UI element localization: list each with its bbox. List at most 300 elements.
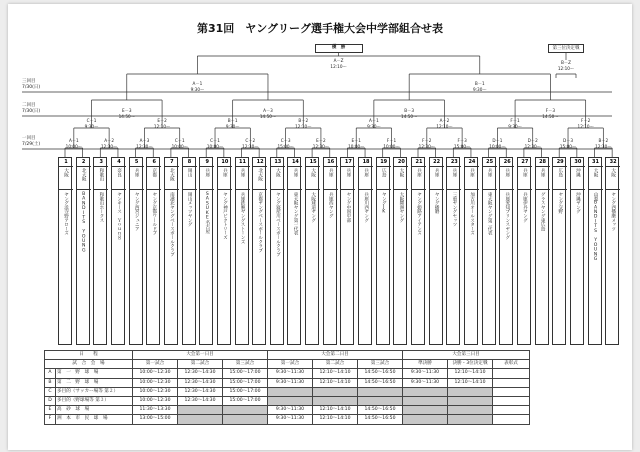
round2-match [361, 118, 387, 129]
team-name: 東大阪ヤング第一代表 [293, 192, 299, 236]
team-name: 兵庫西ヤング [328, 192, 334, 218]
team-divider [218, 189, 232, 190]
time-cell [223, 406, 268, 415]
match-time: 9:30～ [508, 123, 522, 129]
team-name: 兵庫伊丹ヤング [522, 192, 528, 223]
team-name: ヤング京都ワールドブ [151, 192, 157, 236]
time-cell: 9:30～11:30 [268, 406, 313, 415]
team-name: ヤンキース Ｙｏｕｎｇ [116, 192, 122, 240]
team-prefecture: 兵庫 [204, 168, 210, 177]
match-id: B－Z [561, 60, 571, 65]
slot-header: 表彰式 [493, 360, 530, 369]
team-number: 3 [94, 158, 108, 167]
team-divider [483, 189, 497, 190]
match-time: 12:10～ [295, 123, 312, 129]
round-date: 7/29(土) [22, 142, 41, 147]
team-prefecture: 兵庫 [540, 168, 546, 177]
team-divider [77, 189, 91, 190]
team-number: 12 [253, 158, 267, 167]
match-time: 12:10～ [436, 123, 453, 129]
final-match [326, 58, 352, 69]
team-cell [429, 157, 443, 345]
match-id: D－1 [492, 138, 503, 143]
time-cell: 9:30～11:30 [268, 378, 313, 387]
team-prefecture: 広島 [381, 168, 387, 177]
match-id: F－1 [510, 118, 520, 123]
quarterfinal-match [396, 108, 422, 119]
team-number: 17 [341, 158, 355, 167]
time-cell [403, 415, 448, 424]
team-name: ヤング播磨 [434, 192, 440, 214]
time-cell [493, 406, 530, 415]
team-cell [199, 157, 213, 345]
team-prefecture: 兵庫 [522, 168, 528, 177]
time-cell [448, 396, 493, 405]
match-time: 14:50～ [259, 113, 277, 119]
team-name: ヤング神戸ビクトリーズ [222, 192, 228, 240]
team-cell [358, 157, 372, 345]
time-cell [313, 396, 358, 405]
match-time: 9:30～ [225, 123, 240, 129]
team-cell [287, 157, 301, 345]
schedule-row [45, 406, 530, 415]
time-cell: 10:00～12:30 [133, 369, 178, 378]
time-cell: 14:50～16:50 [358, 406, 403, 415]
schedule-row [45, 387, 530, 396]
team-cell [552, 157, 566, 345]
match-id: E－2 [157, 118, 167, 123]
team-name: ヤング中国中部 [345, 192, 351, 223]
team-cell [464, 157, 478, 345]
time-cell [178, 406, 223, 415]
team-divider [377, 189, 391, 190]
quarterfinal-match [537, 108, 563, 119]
schedule-header-row [45, 351, 530, 360]
time-cell: 15:00～17:00 [223, 387, 268, 396]
team-prefecture: 北大阪 [169, 168, 175, 181]
team-number: 29 [553, 158, 567, 167]
match-time: 12:30～ [418, 143, 435, 149]
team-prefecture: 大阪 [63, 168, 69, 177]
team-cell [270, 157, 284, 345]
match-time: 12:10～ [153, 123, 171, 129]
team-cell [111, 157, 125, 345]
team-divider [589, 189, 603, 190]
schedule-row [45, 415, 530, 424]
team-number: 15 [306, 158, 320, 167]
match-time: 14:50～ [118, 113, 135, 119]
team-cell [535, 157, 549, 345]
venue-name: 高 砂 球 場 [56, 406, 133, 415]
team-divider [359, 189, 373, 190]
match-time: 12:10～ [557, 65, 575, 71]
match-time: 10:00～ [383, 143, 400, 149]
team-number: 1 [59, 158, 73, 167]
semifinal-match [467, 81, 493, 92]
time-cell: 9:30～11:30 [403, 369, 448, 378]
team-prefecture: 兵庫 [293, 168, 299, 177]
match-time: 15:00～ [559, 143, 577, 149]
team-divider [112, 189, 126, 190]
team-prefecture: 兵庫 [469, 168, 475, 177]
match-id: A－2 [104, 138, 114, 143]
slot-header: 第三試合 [223, 360, 268, 369]
round1-match [237, 138, 263, 149]
team-cell [340, 157, 354, 345]
team-name: 京都ヤングベースボールクラブ [257, 192, 263, 253]
team-prefecture: 兵庫 [345, 168, 351, 177]
team-prefecture: 広島 [557, 168, 563, 177]
match-time: 15:00～ [453, 143, 471, 149]
match-time: 15:00～ [277, 143, 294, 149]
team-divider [430, 189, 444, 190]
match-time: 12:10～ [330, 63, 347, 69]
match-time: 12:30～ [312, 143, 330, 149]
team-number: 10 [218, 158, 232, 167]
match-id: B－2 [298, 118, 309, 123]
team-cell [129, 157, 143, 345]
team-divider [200, 189, 214, 190]
schedule-row [45, 396, 530, 405]
time-cell [358, 396, 403, 405]
time-cell: 12:10～14:10 [313, 406, 358, 415]
time-cell: 12:10～14:10 [448, 369, 493, 378]
time-cell: 9:30～11:30 [403, 378, 448, 387]
team-name: SASUKE名古屋 [204, 192, 210, 234]
team-prefecture: 兵庫 [363, 168, 369, 177]
match-time: 12:30～ [136, 143, 153, 149]
day-header: 大会第二日目 [268, 351, 403, 360]
round1-match [379, 138, 405, 149]
time-cell [493, 369, 530, 378]
team-number: 19 [377, 158, 391, 167]
round1-match [131, 138, 157, 149]
team-name: 岡山メッツヤング [187, 192, 193, 227]
day-header: 大会第三日目 [403, 351, 530, 360]
team-prefecture: 大阪 [275, 168, 281, 177]
team-divider [253, 189, 267, 190]
schedule-row [45, 369, 530, 378]
team-number: 14 [288, 158, 302, 167]
match-time: 12:30～ [595, 143, 612, 149]
team-name: BANDITS YOUNG [81, 192, 87, 254]
round1-match [449, 138, 475, 149]
team-number: 2 [77, 158, 91, 167]
round-name: 二回目 [22, 103, 36, 108]
team-cell [376, 157, 390, 345]
time-cell [493, 378, 530, 387]
venue-name: 第 一 野 球 場 [56, 369, 133, 378]
match-id: F－1 [386, 138, 397, 143]
team-prefecture: 兵庫 [504, 168, 510, 177]
team-divider [324, 189, 338, 190]
team-divider [571, 189, 585, 190]
match-time: 9:30～ [190, 86, 205, 92]
time-cell: 12:30～14:30 [178, 378, 223, 387]
match-time: 9:30～ [367, 123, 381, 129]
match-id: E－2 [316, 138, 326, 143]
match-id: A－3 [139, 138, 150, 143]
team-cell [605, 157, 619, 345]
team-divider [465, 189, 479, 190]
time-cell [448, 406, 493, 415]
match-id: A－1 [369, 118, 379, 123]
team-number: 30 [571, 158, 585, 167]
round1-match [414, 138, 440, 149]
round-name: 一回目 [22, 136, 36, 141]
team-number: 31 [589, 158, 603, 167]
team-number: 4 [112, 158, 126, 167]
match-id: B－3 [404, 108, 415, 113]
round1-match [167, 138, 193, 149]
slot-header: 第一試合 [268, 360, 313, 369]
team-cell [411, 157, 425, 345]
team-divider [447, 189, 461, 190]
team-prefecture: 大阪 [310, 168, 316, 177]
team-number: 5 [130, 158, 144, 167]
team-cell [446, 157, 460, 345]
match-time: 9:30～ [84, 123, 99, 129]
team-name: グラスヤング東広島 [540, 192, 546, 231]
time-cell: 10:00～12:30 [133, 387, 178, 396]
team-number: 18 [359, 158, 373, 167]
time-cell: 15:00～17:00 [223, 396, 268, 405]
team-prefecture: 大阪 [610, 168, 616, 177]
team-number: 20 [394, 158, 408, 167]
team-number: 11 [236, 158, 250, 167]
team-prefecture: 兵庫 [451, 168, 457, 177]
round2-match [290, 118, 316, 129]
round1-match [343, 138, 369, 149]
team-name: 沖縄ヤング [575, 192, 581, 214]
team-name: 和歌山ホークス [98, 192, 104, 223]
match-id: D－3 [562, 138, 574, 143]
team-divider [271, 189, 285, 190]
time-cell: 10:00～12:30 [133, 378, 178, 387]
time-cell: 12:10～14:10 [313, 415, 358, 424]
team-name: ヤング西宮ジュニア [134, 192, 140, 231]
quarterfinal-match [255, 108, 281, 119]
schedule-row [45, 378, 530, 387]
team-divider [553, 189, 567, 190]
team-cell [323, 157, 337, 345]
time-cell: 9:30～11:30 [268, 369, 313, 378]
match-time: 14:50～ [542, 113, 559, 119]
time-cell: 13:00～15:00 [133, 415, 178, 424]
team-number: 26 [500, 158, 514, 167]
time-cell: 15:00～17:00 [223, 369, 268, 378]
team-name: 兵庫鉄腕ヤングストーンズ [240, 192, 246, 244]
time-cell: 9:30～11:30 [268, 415, 313, 424]
time-cell [403, 406, 448, 415]
time-cell: 12:10～14:10 [313, 378, 358, 387]
round1-match [555, 138, 581, 149]
day-header: 大会第一日目 [133, 351, 268, 360]
team-divider [412, 189, 426, 190]
team-cell [305, 157, 319, 345]
team-prefecture: 兵庫 [240, 168, 246, 177]
team-cell [146, 157, 160, 345]
team-name: ヤング西播磨メッツ [610, 192, 616, 231]
team-number: 9 [200, 158, 214, 167]
team-name: ヤング交野 [557, 192, 563, 214]
team-cell [570, 157, 584, 345]
team-name: 東大阪ヤング第二代表 [487, 192, 493, 236]
match-id: E－1 [351, 138, 361, 143]
venue-code: E [45, 406, 56, 415]
team-divider [94, 189, 108, 190]
team-prefecture: 兵庫 [416, 168, 422, 177]
team-name: 大阪舞洲ヤング [398, 192, 404, 223]
team-prefecture: 兵庫 [328, 168, 334, 177]
team-cell [482, 157, 496, 345]
slot-header: 第二試合 [313, 360, 358, 369]
time-cell: 12:30～14:30 [178, 369, 223, 378]
team-divider [394, 189, 408, 190]
team-prefecture: 和歌山 [98, 168, 104, 181]
round1-match [202, 138, 228, 149]
team-number: 6 [147, 158, 161, 167]
team-number: 13 [271, 158, 285, 167]
match-time: 9:30～ [472, 86, 487, 92]
third-place-label: 第三位決定戦 [552, 45, 580, 51]
match-time: 10:00～ [206, 143, 224, 149]
venue-name: 第 二 野 球 場 [56, 378, 133, 387]
round1-match [520, 138, 546, 149]
venue-code: C [45, 387, 56, 396]
match-id: B－1 [227, 118, 238, 123]
team-name: ヤングJK [381, 192, 387, 215]
time-cell: 14:50～16:50 [358, 415, 403, 424]
team-prefecture: 岡山 [187, 168, 193, 177]
team-number: 32 [606, 158, 620, 167]
match-id: F－2 [422, 138, 432, 143]
team-name: 南港北ヤングベースボールクラブ [169, 192, 175, 257]
round2-match [502, 118, 528, 129]
team-number: 23 [447, 158, 461, 167]
quarterfinal-match [114, 108, 140, 119]
team-prefecture: 兵庫 [222, 168, 228, 177]
team-number: 27 [518, 158, 532, 167]
team-cell [393, 157, 407, 345]
match-id: E－3 [122, 108, 132, 113]
time-cell [403, 396, 448, 405]
third-place-match [553, 60, 579, 71]
team-prefecture: 奈良 [116, 168, 122, 177]
venue-name: 多目的（サッカー場等 第２） [56, 387, 133, 396]
final-label: 優 勝 [331, 45, 346, 50]
team-name: ヤング姫路アイアンズ [416, 192, 422, 236]
team-cell [93, 157, 107, 345]
time-cell [448, 387, 493, 396]
team-name: 兵庫愛知プリンスヤング [504, 192, 510, 240]
team-divider [165, 189, 179, 190]
round-date: 7/30(日) [22, 109, 41, 114]
time-cell [448, 415, 493, 424]
semifinal-match [184, 81, 210, 92]
team-name: ヤング寝屋川ベースボールクラブ [275, 192, 281, 257]
match-time: 14:50～ [401, 113, 418, 119]
team-prefecture: 北大阪 [81, 168, 87, 181]
team-prefecture: 大阪 [593, 168, 599, 177]
slot-header: 準決勝 [403, 360, 448, 369]
team-name: 三重ヤングセッツ [451, 192, 457, 227]
time-cell [223, 415, 268, 424]
time-cell [493, 415, 530, 424]
team-prefecture: 兵庫 [487, 168, 493, 177]
venue-header: 試 合 会 場 [45, 360, 133, 369]
team-cell [235, 157, 249, 345]
team-number: 28 [536, 158, 550, 167]
date-header: 日 程 [45, 351, 133, 360]
team-prefecture: 大阪 [398, 168, 404, 177]
team-number: 21 [412, 158, 426, 167]
match-id: B－2 [598, 138, 609, 143]
team-cell [517, 157, 531, 345]
time-cell [358, 387, 403, 396]
time-cell: 12:30～14:30 [178, 396, 223, 405]
team-name: 加古川オールスターズ [469, 192, 475, 236]
match-id: C－2 [245, 138, 256, 143]
team-divider [236, 189, 250, 190]
team-cell [76, 157, 90, 345]
round2-match [78, 118, 104, 129]
time-cell: 12:30～14:30 [178, 387, 223, 396]
round1-match [273, 138, 299, 149]
match-id: A－1 [192, 81, 203, 86]
time-cell [313, 387, 358, 396]
match-id: C－1 [210, 138, 220, 143]
time-cell [268, 396, 313, 405]
match-id: D－2 [527, 138, 538, 143]
schedule-table [44, 350, 530, 425]
match-id: B－1 [474, 81, 485, 86]
match-time: 12:30～ [524, 143, 541, 149]
team-name: 兵庫川西ヤング [363, 192, 369, 223]
time-cell: 15:00～17:00 [223, 378, 268, 387]
round2-match [220, 118, 246, 129]
team-divider [606, 189, 620, 190]
team-divider [130, 189, 144, 190]
round1-match [484, 138, 510, 149]
team-number: 22 [430, 158, 444, 167]
match-id: A－2 [439, 118, 450, 123]
match-id: C－1 [86, 118, 97, 123]
match-time: 12:30～ [242, 143, 259, 149]
time-cell: 14:50～16:50 [358, 378, 403, 387]
match-id: A－Z [333, 58, 344, 63]
time-cell [268, 387, 313, 396]
team-divider [288, 189, 302, 190]
team-number: 24 [465, 158, 479, 167]
venue-code: F [45, 415, 56, 424]
time-cell: 14:50～16:50 [358, 369, 403, 378]
team-number: 8 [183, 158, 197, 167]
team-cell [588, 157, 602, 345]
team-cell [182, 157, 196, 345]
team-cell [252, 157, 266, 345]
time-cell: 10:00～12:30 [133, 396, 178, 405]
round1-match [590, 138, 616, 149]
slot-header: 第一試合 [133, 360, 178, 369]
team-prefecture: 兵庫 [434, 168, 440, 177]
round1-match [308, 138, 334, 149]
slot-header: 決勝・3位決定戦 [448, 360, 493, 369]
match-id: F－2 [581, 118, 591, 123]
team-name: 大阪球道ヤング [310, 192, 316, 223]
round1-match [61, 138, 87, 149]
team-divider [341, 189, 355, 190]
